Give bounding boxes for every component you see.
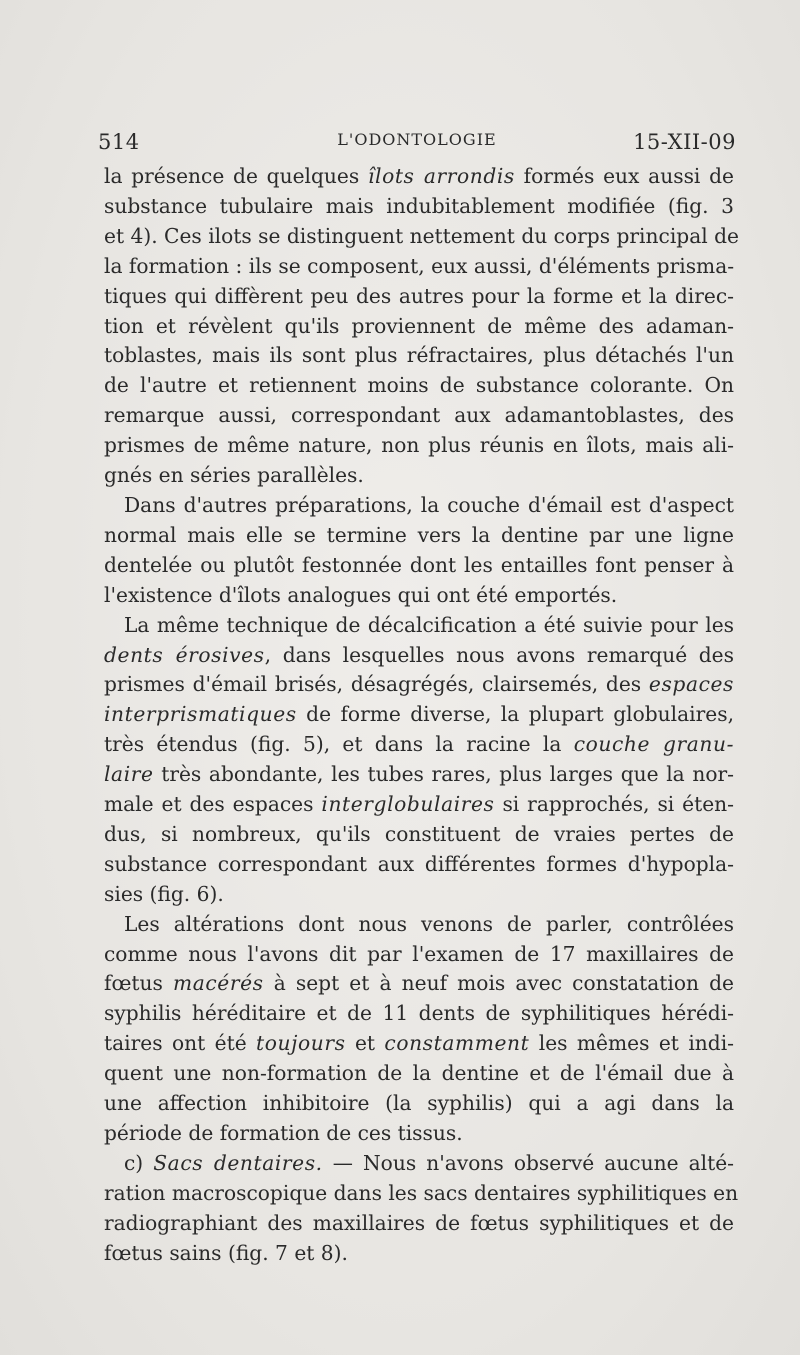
text-segment: et 4). Ces ilots se distinguent nettement du corps principal de: [104, 223, 739, 248]
text-line: [104, 581, 734, 611]
italic-text: espaces: [648, 672, 734, 697]
text-line: [104, 1179, 739, 1209]
text-line: [104, 551, 734, 581]
text-segment: tion et révèlent qu'ils proviennent de même des adaman-: [104, 313, 734, 338]
text-line: [104, 401, 734, 431]
text-line: [104, 1089, 734, 1119]
italic-text: macérés: [173, 971, 264, 996]
text-line: [104, 222, 739, 252]
text-line: [104, 1239, 734, 1269]
text-segment: radiographiant des maxillaires de fœtus syphilitiques et de: [104, 1210, 734, 1235]
text-segment: l'existence d'îlots analogues qui ont été emportés.: [104, 582, 618, 607]
italic-text: toujours: [256, 1031, 346, 1056]
text-segment: male et des espaces: [104, 792, 322, 817]
text-segment: prismes de même nature, non plus réunis en îlots, mais ali-: [104, 433, 734, 458]
text-segment: si rapprochés, si éten-: [494, 792, 734, 817]
text-line: [104, 670, 734, 700]
text-line: [104, 341, 734, 371]
text-line: [104, 700, 734, 730]
text-segment: formés eux aussi de: [514, 164, 734, 188]
text-line: [104, 730, 734, 760]
text-segment: période de formation de ces tissus.: [104, 1121, 463, 1145]
text-segment: sies (fig. 6).: [104, 881, 224, 906]
text-line: [104, 1119, 734, 1149]
issue-date: 15-XII-09: [633, 130, 736, 154]
text-segment: substance correspondant aux différentes formes d'hypopla-: [104, 851, 734, 876]
text-line: [104, 431, 734, 461]
text-line: [104, 611, 734, 641]
text-segment: très abondante, les tubes rares, plus larges que la nor-: [153, 762, 734, 787]
text-line: [104, 880, 734, 910]
italic-text: îlots arrondis: [367, 164, 515, 188]
italic-text: Sacs dentaires.: [153, 1150, 323, 1175]
text-line: [104, 641, 734, 671]
text-line: [104, 969, 734, 999]
text-segment: de l'autre et retiennent moins de substance colorante. On: [104, 373, 734, 398]
text-segment: à sept et à neuf mois avec constatation de: [263, 971, 734, 996]
running-title: L'ODONTOLOGIE: [337, 130, 497, 149]
text-line: [104, 1029, 734, 1059]
italic-text: interglobulaires: [321, 792, 495, 817]
text-line: [104, 461, 734, 491]
text-segment: Dans d'autres préparations, la couche d'émail est d'aspect: [124, 492, 734, 517]
text-segment: prismes d'émail brisés, désagrégés, clairsemés, des: [104, 672, 649, 697]
text-segment: Les altérations dont nous venons de parler, contrôlées: [124, 911, 734, 936]
page-number: 514: [98, 130, 140, 154]
body-text: [104, 162, 739, 1269]
text-segment: dentelée ou plutôt festonnée dont les entailles font penser à: [104, 552, 734, 577]
text-segment: comme nous l'avons dit par l'examen de 17 maxillaires de: [104, 941, 734, 966]
text-line: [104, 1209, 734, 1239]
text-line: [104, 820, 734, 850]
text-segment: remarque aussi, correspondant aux adamantoblastes, des: [104, 403, 734, 428]
text-segment: c): [124, 1150, 154, 1175]
text-segment: quent une non-formation de la dentine et de l'émail due à: [104, 1061, 734, 1086]
text-segment: La même technique de décalcification a été suivie pour les: [124, 612, 734, 637]
text-line: [104, 1059, 734, 1089]
text-line: [104, 162, 734, 192]
text-line: [104, 760, 734, 790]
text-segment: , dans lesquelles nous avons remarqué des: [264, 642, 734, 667]
text-segment: une affection inhibitoire (la syphilis) qui a agi dans la: [104, 1091, 734, 1116]
italic-text: laire: [104, 762, 154, 787]
text-segment: très étendus (fig. 5), et dans la racine la: [104, 732, 574, 757]
italic-text: interprismatiques: [104, 702, 297, 727]
italic-text: dents érosives: [104, 642, 265, 667]
text-segment: syphilis héréditaire et de 11 dents de syphilitiques hérédi-: [104, 1001, 734, 1026]
text-segment: substance tubulaire mais indubitablement modifiée (fig. 3: [104, 193, 734, 218]
text-segment: ration macroscopique dans les sacs dentaires syphilitiques en: [104, 1180, 739, 1205]
text-segment: la présence de quelques: [104, 164, 368, 188]
text-line: [104, 790, 734, 820]
text-line: [104, 192, 734, 222]
text-segment: fœtus: [104, 971, 174, 996]
text-segment: dus, si nombreux, qu'ils constituent de vraies pertes de: [104, 821, 734, 846]
text-line: [104, 850, 734, 880]
text-segment: normal mais elle se termine vers la dentine par une ligne: [104, 522, 734, 547]
text-segment: la formation : ils se composent, eux aussi, d'éléments prisma-: [104, 253, 735, 278]
text-line: [104, 312, 734, 342]
text-line: [104, 521, 734, 551]
text-segment: — Nous n'avons observé aucune alté-: [322, 1150, 734, 1175]
text-segment: fœtus sains (fig. 7 et 8).: [104, 1240, 348, 1265]
running-header: [98, 128, 736, 158]
text-line: [104, 940, 734, 970]
text-line: [104, 491, 734, 521]
text-line: [104, 252, 734, 282]
text-line: [104, 999, 734, 1029]
text-line: [104, 282, 734, 312]
text-segment: de forme diverse, la plupart globulaires,: [296, 702, 734, 727]
text-segment: gnés en séries parallèles.: [104, 463, 364, 488]
text-segment: tiques qui diffèrent peu des autres pour la forme et la direc-: [104, 283, 734, 308]
italic-text: constamment: [384, 1031, 530, 1056]
text-segment: les mêmes et indi-: [529, 1031, 734, 1056]
text-line: [104, 371, 734, 401]
text-segment: et: [345, 1031, 385, 1056]
text-segment: toblastes, mais ils sont plus réfractaires, plus détachés l'un: [104, 343, 734, 368]
text-segment: taires ont été: [104, 1031, 257, 1056]
italic-text: couche granu-: [573, 732, 734, 757]
text-line: [104, 910, 734, 940]
text-line: [104, 1149, 734, 1179]
